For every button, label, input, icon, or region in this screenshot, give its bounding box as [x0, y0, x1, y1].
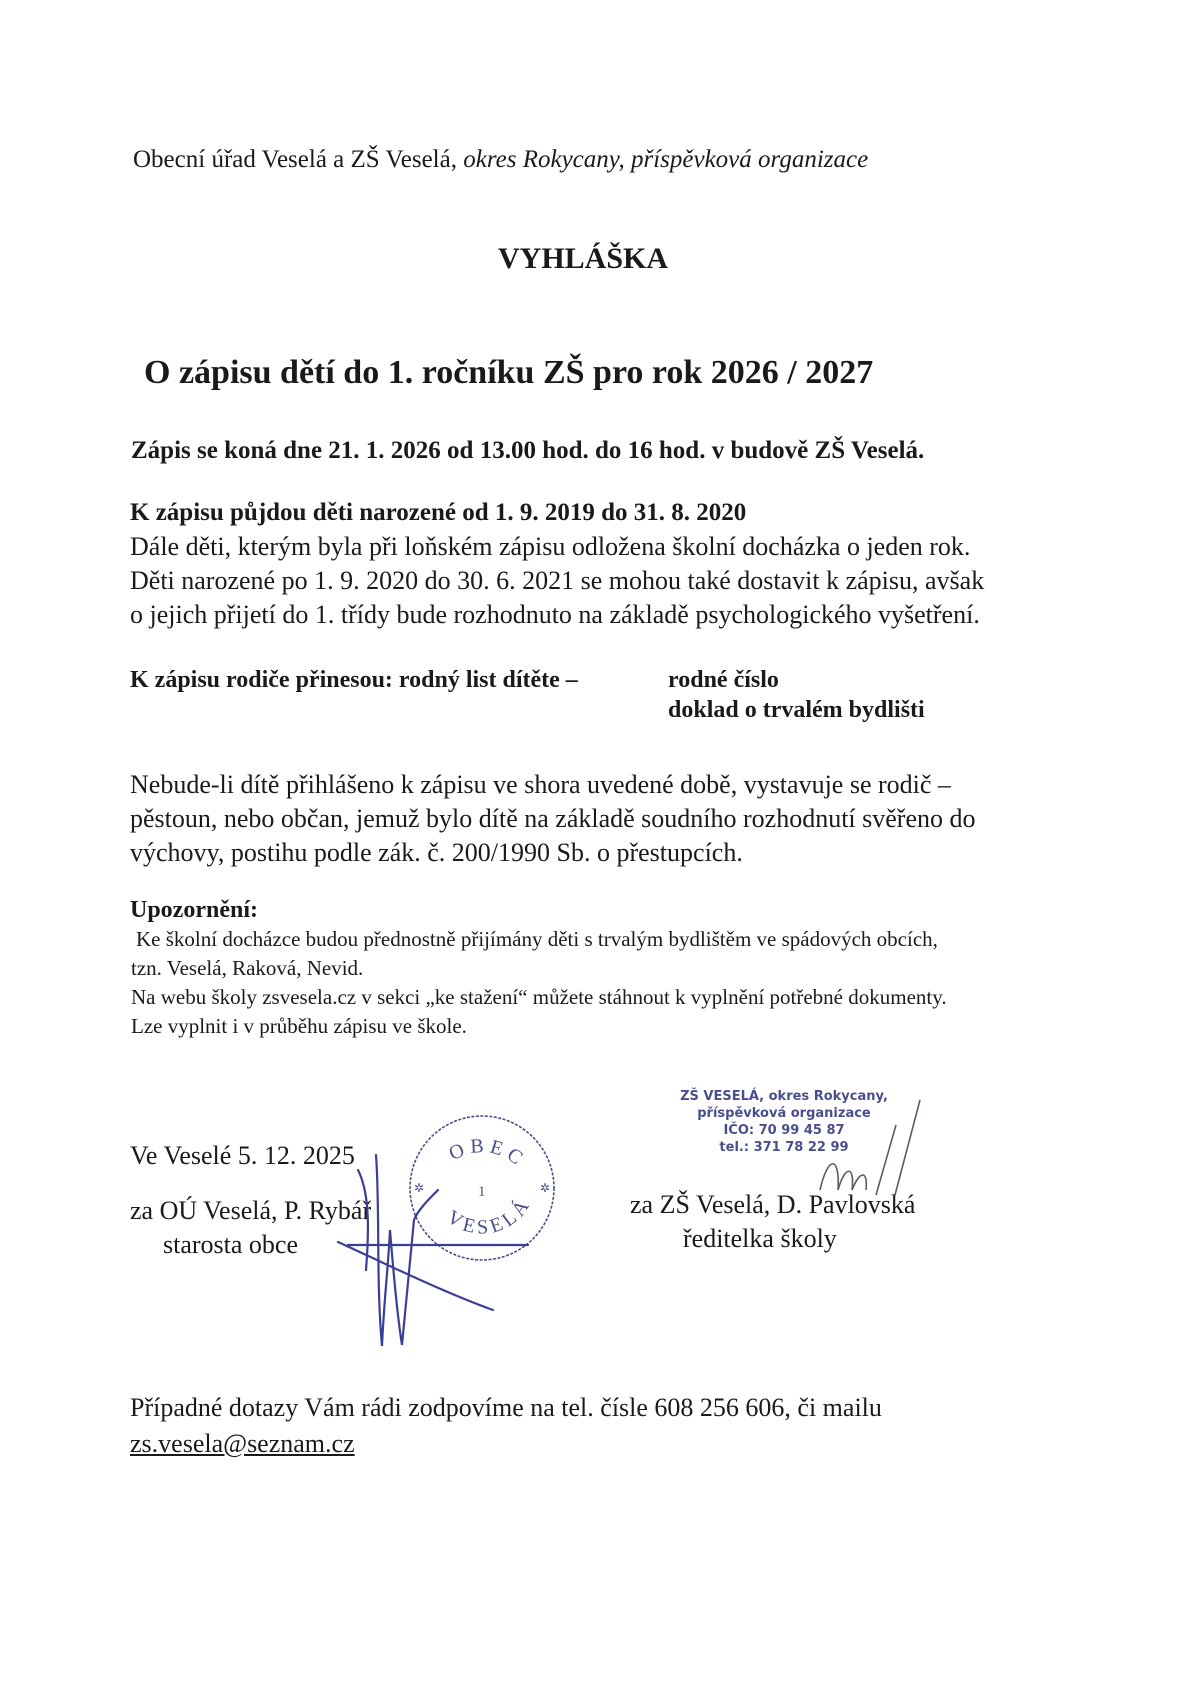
penalty-line: pěstoun, nebo občan, jemuž bylo dítě na základě soudního rozhodnutí svěřeno do	[130, 804, 976, 833]
issuer-text: Obecní úřad Veselá a ZŠ Veselá,	[133, 146, 457, 173]
documents-lead: K zápisu rodiče přinesou: rodný list dítěte –	[130, 667, 578, 693]
notice-line: tzn. Veselá, Raková, Nevid.	[131, 956, 364, 980]
notice-line: Ke školní docházce budou přednostně přijímány děti s trvalým bydlištěm ve spádových obcích,	[136, 927, 938, 951]
issuer-line	[133, 143, 868, 177]
documents-item: doklad o trvalém bydlišti	[668, 697, 925, 723]
stamp-center-text: 1	[478, 1184, 486, 1200]
director-name: za ZŠ Veselá, D. Pavlovská	[630, 1190, 916, 1219]
page-title: VYHLÁŠKA	[498, 242, 669, 275]
contact-email-wrapper	[130, 1427, 355, 1461]
eligibility-line: Děti narozené po 1. 9. 2020 do 30. 6. 2021 se mohou také dostavit k zápisu, avšak	[130, 566, 985, 595]
stamp-star-icon: ✲	[540, 1181, 551, 1195]
documents-item: rodné číslo	[668, 667, 779, 693]
contact-email-link[interactable]: zs.vesela@seznam.cz	[130, 1429, 355, 1458]
mayor-name: za OÚ Veselá, P. Rybář	[130, 1196, 372, 1225]
eligibility-line: Dále děti, kterým byla při loňském zápisu odložena školní docházka o jeden rok.	[130, 532, 971, 561]
mayor-signature	[318, 1150, 558, 1350]
school-stamp-line: ZŠ VESELÁ, okres Rokycany,	[680, 1089, 888, 1104]
eligibility-section	[130, 496, 984, 632]
notice-title: Upozornění:	[130, 897, 258, 923]
contact-line: Případné dotazy Vám rádi zodpovíme na tel. čísle 608 256 606, či mailu	[130, 1393, 882, 1422]
penalty-paragraph	[130, 768, 976, 870]
subtitle: O zápisu dětí do 1. ročníku ZŠ pro rok 2026 / 2027	[144, 354, 874, 391]
eligibility-line: o jejich přijetí do 1. třídy bude rozhodnuto na základě psychologického vyšetření.	[130, 600, 980, 629]
school-stamp-line: příspěvková organizace	[697, 1106, 871, 1121]
notice-line: Na webu školy zsvesela.cz v sekci „ke stažení“ můžete stáhnout k vyplnění potřebné dokumenty.	[131, 985, 947, 1009]
penalty-line: Nebude-li dítě přihlášeno k zápisu ve shora uvedené době, vystavuje se rodič –	[130, 770, 951, 799]
place-date: Ve Veselé 5. 12. 2025	[130, 1141, 355, 1170]
mayor-role: starosta obce	[163, 1230, 299, 1259]
eligibility-title: K zápisu půjdou děti narozené od 1. 9. 2019 do 31. 8. 2020	[130, 499, 747, 526]
school-stamp-line: tel.: 371 78 22 99	[719, 1140, 849, 1155]
stamp-top-text: OBEC	[445, 1134, 531, 1173]
school-stamp-line: IČO: 70 99 45 87	[723, 1123, 845, 1138]
stamp-star-icon: ✲	[414, 1181, 425, 1195]
stamp-bottom-text: VESELÁ	[443, 1192, 536, 1239]
penalty-line: výchovy, postihu podle zák. č. 200/1990 Sb. o přestupcích.	[130, 838, 743, 867]
date-line: Zápis se koná dne 21. 1. 2026 od 13.00 hod. do 16 hod. v budově ZŠ Veselá.	[131, 437, 925, 464]
issuer-italic-text: okres Rokycany, příspěvková organizace	[463, 146, 869, 173]
director-role: ředitelka školy	[683, 1224, 837, 1253]
notice-block	[131, 925, 947, 1041]
notice-line: Lze vyplnit i v průběhu zápisu ve škole.	[131, 1014, 467, 1038]
